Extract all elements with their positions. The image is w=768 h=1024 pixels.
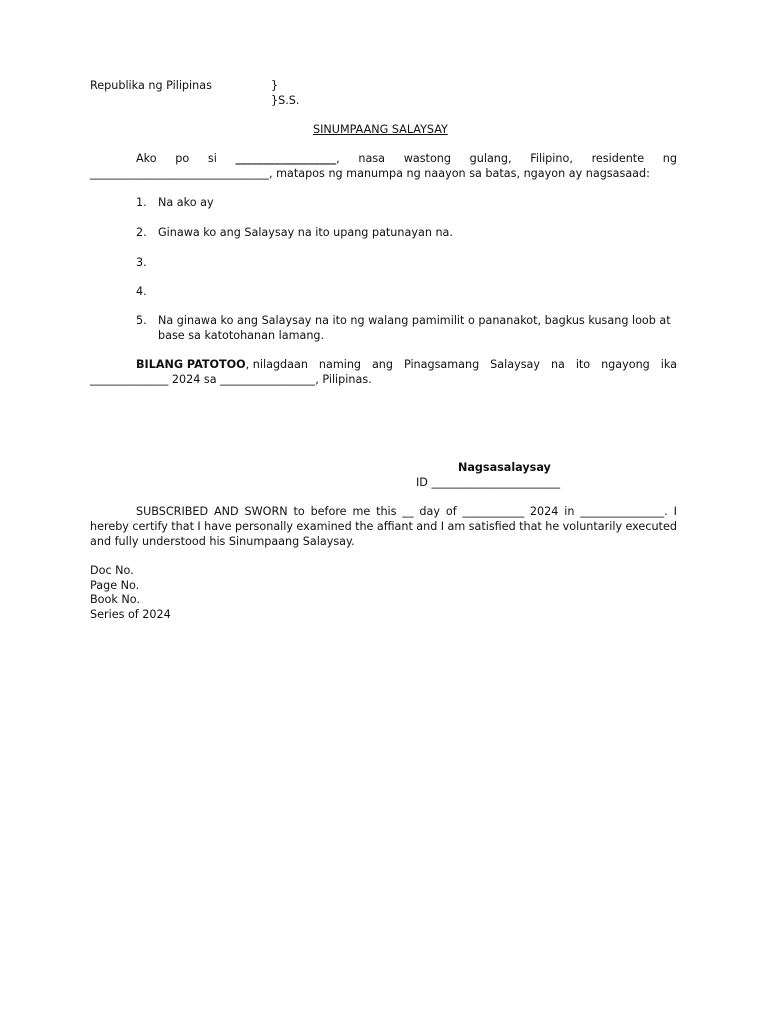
patotoo-word: ito bbox=[575, 358, 591, 371]
jurat-word: he bbox=[545, 520, 560, 533]
jurat-word: __ bbox=[402, 505, 414, 518]
jurat-word: certify bbox=[132, 520, 168, 533]
jurat-word: SWORN bbox=[244, 505, 288, 518]
name-blank-line: __________________ bbox=[235, 152, 337, 165]
patotoo-word: naming bbox=[318, 358, 362, 371]
patotoo-word: ngayong bbox=[601, 358, 650, 371]
intro-word: residente bbox=[591, 152, 645, 165]
jurat-line-2 bbox=[90, 520, 677, 533]
patotoo-lead bbox=[136, 358, 308, 371]
patotoo-word: Salaysay bbox=[490, 358, 541, 371]
jurat-word: before bbox=[310, 505, 347, 518]
intro-line-1 bbox=[136, 152, 677, 165]
item-text: Ginawa ko ang Salaysay na ito upang patunayan na. bbox=[158, 226, 453, 239]
jurat-word: affiant bbox=[376, 520, 413, 533]
intro-word: Filipino, bbox=[530, 152, 573, 165]
document-title: SINUMPAANG SALAYSAY bbox=[313, 123, 448, 136]
jurat-word: the bbox=[355, 520, 374, 533]
intro-word: gulang, bbox=[469, 152, 512, 165]
intro-word: Ako bbox=[136, 152, 157, 165]
item-text: Na ako ay bbox=[158, 196, 214, 209]
jurat-word: that bbox=[171, 520, 194, 533]
intro-word: ng bbox=[662, 152, 677, 165]
brace-top: } bbox=[271, 79, 279, 92]
patotoo-word: na bbox=[550, 358, 565, 371]
jurat-word: have bbox=[204, 520, 232, 533]
jurat-word: personally bbox=[234, 520, 294, 533]
jurat-word: hereby bbox=[90, 520, 129, 533]
item-number: 4. bbox=[136, 285, 147, 298]
jurat-word: SUBSCRIBED bbox=[136, 505, 209, 518]
patotoo-word: ang bbox=[371, 358, 394, 371]
signature-label: Nagsasalaysay bbox=[458, 461, 551, 474]
jurat-word: day bbox=[419, 505, 440, 518]
item-text-line-2: base sa katotohanan lamang. bbox=[158, 329, 325, 342]
intro-word: si bbox=[207, 152, 217, 165]
jurat-word: satisfied bbox=[468, 520, 516, 533]
jurat-word: I bbox=[197, 520, 201, 533]
jurat-word: executed bbox=[625, 520, 677, 533]
jurat-word: me bbox=[352, 505, 371, 518]
patotoo-line-2: ______________ 2024 sa _________________, Pilipinas. bbox=[90, 373, 372, 386]
jurat-word: that bbox=[519, 520, 542, 533]
jurat-word: of bbox=[445, 505, 457, 518]
jurat-word: I bbox=[440, 520, 445, 533]
jurat-word: 2024 bbox=[529, 505, 559, 518]
item-number: 5. bbox=[136, 314, 147, 327]
item-text-line-1: Na ginawa ko ang Salaysay na ito ng walang pamimilit o pananakot, bagkus kusang loob at bbox=[158, 314, 671, 327]
jurat-word: this bbox=[376, 505, 397, 518]
jurat-word: examined bbox=[296, 520, 352, 533]
patotoo-word: ika bbox=[660, 358, 677, 371]
republic-label: Republika ng Pilipinas bbox=[90, 79, 212, 92]
patotoo-line-1 bbox=[136, 358, 677, 371]
jurat-word: in bbox=[564, 505, 575, 518]
series-label: Series of 2024 bbox=[90, 608, 171, 621]
item-number: 1. bbox=[136, 196, 147, 209]
jurat-line-1 bbox=[136, 505, 677, 518]
jurat-word: AND bbox=[213, 505, 239, 518]
intro-word: wastong bbox=[403, 152, 451, 165]
brace-ss: }S.S. bbox=[271, 94, 300, 107]
intro-word: nasa bbox=[358, 152, 386, 165]
jurat-line-3: and fully understood his Sinumpaang Salaysay. bbox=[90, 535, 355, 548]
jurat-word: I bbox=[673, 505, 677, 518]
item-number: 3. bbox=[136, 256, 147, 269]
signature-id-line: ID _______________________ bbox=[416, 476, 561, 489]
jurat-word: am bbox=[447, 520, 466, 533]
jurat-word: and bbox=[416, 520, 438, 533]
jurat-word: ___________ bbox=[462, 505, 525, 518]
doc-no-label: Doc No. bbox=[90, 564, 134, 577]
patotoo-word: Pinagsamang bbox=[403, 358, 480, 371]
page-no-label: Page No. bbox=[90, 579, 140, 592]
jurat-word: to bbox=[293, 505, 305, 518]
name-blank bbox=[235, 152, 339, 165]
patotoo-word: , nilagdaan bbox=[245, 358, 308, 371]
item-number: 2. bbox=[136, 226, 147, 239]
book-no-label: Book No. bbox=[90, 593, 140, 606]
intro-word: po bbox=[175, 152, 190, 165]
intro-line-2: ________________________________, matapos ng manumpa ng naayon sa batas, ngayon ay nagsasaad: bbox=[90, 167, 650, 180]
jurat-word: voluntarily bbox=[562, 520, 623, 533]
patotoo-bold: BILANG PATOTOO bbox=[136, 358, 246, 371]
intro-comma: , bbox=[336, 152, 340, 165]
jurat-word: _______________. bbox=[580, 505, 668, 518]
